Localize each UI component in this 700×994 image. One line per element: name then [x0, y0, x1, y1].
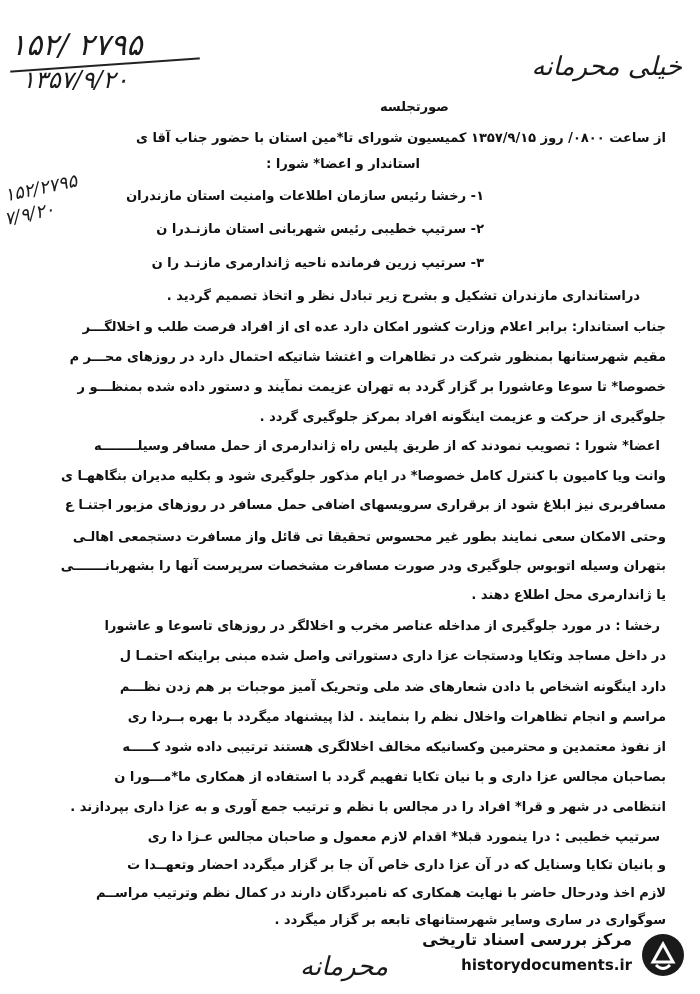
archive-logo-icon [640, 932, 686, 978]
document-line: جناب استاندار: برابر اعلام وزارت کشور امکان دارد عده ای از افراد فرصت طلب و اخلالگـــر [82, 320, 666, 335]
document-line: یا ژاندارمری محل اطلاع دهند . [471, 588, 666, 603]
document-line: خصوصا* تا سوعا وعاشورا بر گزار گردد به تهران عزیمت نمآیند و دستور داده شده بمنظـــو ر [77, 380, 666, 395]
classification-stamp-top: خیلی محرمانه [531, 52, 682, 82]
watermark-url: historydocuments.ir [461, 956, 632, 974]
document-line: اعضا* شورا : تصویب نمودند که از طریق پلیس راه ژاندارمری از حمل مسافر وسیلــــــــه [94, 439, 660, 454]
document-line: در داخل مساجد وتکایا ودستجات عزا داری دستوراتی واصل شده مبنی براینکه احتمـا ل [119, 649, 666, 664]
document-line: از ساعت ۰۸۰۰/ روز ۱۳۵۷/۹/۱۵ کمیسیون شورای تا*مین استان با حضور جناب آقا ی [136, 131, 666, 146]
handwritten-side-number: ۱۵۲/۲۷۹۵ [2, 170, 80, 207]
document-line: بصاحبان مجالس عزا داری و با نیان تکایا تفهیم گردد با استفاده از همکاری ما*مـــورا ن [114, 770, 666, 785]
document-line: مسافربری نیز ابلاغ شود از برقراری سرویسهای اضافی حمل مسافر در روزهای مزبور اجتنـا ع [64, 498, 666, 513]
classification-stamp-bottom: محرمانه [300, 952, 389, 982]
document-line: ۳- سرتیپ زرین فرمانده ناحیه ژاندارمری مازنـد را ن [151, 256, 484, 271]
document-line: وانت ویا کامیون با کنترل کامل خصوصا* در ایام مذکور جلوگیری شود و بکلیه مدیران بنگاههـا ی [61, 469, 666, 484]
document-line: رخشا : در مورد جلوگیری از مداخله عناصر مخرب و اخلالگر در روزهای تاسوعا و عاشورا [104, 619, 660, 634]
document-line: از نفوذ معتمدین و محترمین وکسانیکه مخالف اخلالگری هستند ترتیبی داده شود کـــــه [122, 740, 666, 755]
handwritten-reference-number: ۱۵۲/ ۲۷۹۵ [10, 28, 143, 63]
watermark [422, 930, 690, 986]
document-line: جلوگیری از حرکت و عزیمت اینگونه افراد بمرکز جلوگیری گردد . [259, 410, 666, 425]
document-line: ۱- رخشا رئیس سازمان اطلاعات وامنیت استان مازندران [126, 189, 484, 204]
document-line: استاندار و اعضا* شورا : [266, 157, 420, 172]
document-line: ۲- سرتیپ خطیبی رئیس شهربانی استان مازنـدرا ن [156, 222, 484, 237]
document-line: سوگواری در ساری وسایر شهرستانهای تابعه بر گزار میگردد . [274, 913, 666, 928]
document-line: لازم اخذ ودرحال حاضر با نهایت همکاری که نامبردگان دارند در کمال نظم وترتیب مراســم [95, 886, 666, 901]
document-line: انتظامی در شهر و قرا* افراد را در مجالس با نظم و ترتیب جمع آوری و به عزا داری بپردازند . [70, 800, 666, 815]
document-line: و بانیان تکایا وسنایل که در آن عزا داری خاص آن جا بر گزار میگردد احضار وتعهــدا ت [127, 858, 666, 873]
document-line: سرتیپ خطیبی : درا ینمورد قبلا* اقدام لازم معمول و صاحبان مجالس عـزا دا ری [147, 830, 660, 845]
handwritten-date: ۱۳۵۷/۹/۲۰ [22, 66, 129, 94]
document-line: دارد اینگونه اشخاص با دادن شعارهای ضد ملی وتحریک آمیز موجبات بر هم زدن نظـــم [119, 680, 666, 695]
document-line: وحتی الامکان سعی نمایند بطور غیر محسوس تحقیقا تی قائل واز مسافرت دستجمعی اهالـی [72, 530, 666, 545]
document-line: دراستانداری مازندران تشکیل و بشرح زیر تبادل نظر و اتخاذ تصمیم گردید . [166, 289, 640, 304]
document-line: مراسم و انجام تظاهرات واخلال نظم را بنمایند . لذا پیشنهاد میگردد با بهره بــردا ری [127, 710, 666, 725]
watermark-text: مرکز بررسی اسناد تاریخی [422, 930, 632, 949]
document-line: بتهران وسیله اتوبوس جلوگیری ودر صورت مسافرت مشخصات سرپرست آنها را بشهربانـــــــی [60, 559, 666, 574]
document-line: مقیم شهرستانها بمنظور شرکت در تظاهرات و اغتشا شاتیکه احتمال دارد در روزهای محـــر م [69, 350, 666, 365]
document-heading: صورتجلسه [380, 100, 449, 115]
handwritten-side-date: ۷/۹/۲۰ [2, 198, 57, 231]
